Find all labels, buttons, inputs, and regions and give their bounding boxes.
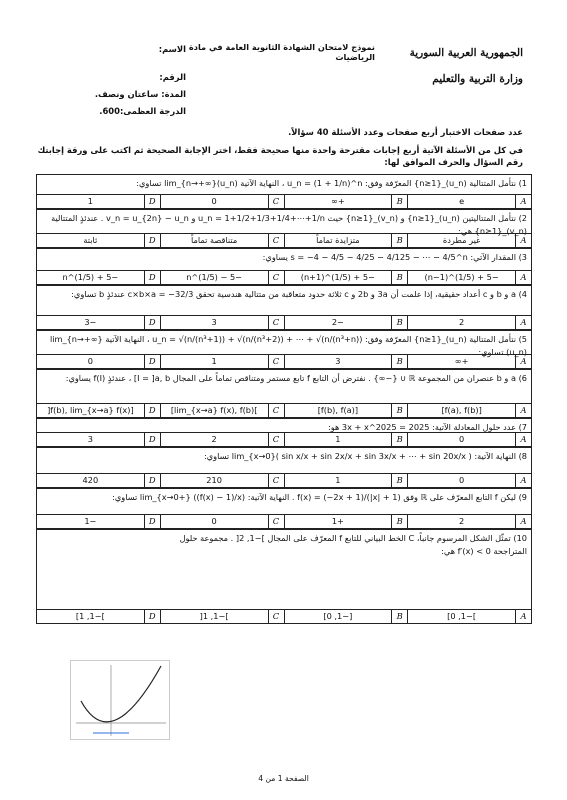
option-letter: A [515, 515, 531, 528]
option-value[interactable]: 0 [87, 356, 93, 366]
option-letter: B [391, 316, 407, 329]
graph-svg [71, 661, 171, 741]
option-letter: A [515, 234, 531, 247]
option-value[interactable]: −2 [284, 316, 392, 329]
options-row-4 [36, 315, 532, 330]
option-value[interactable]: 0 [160, 515, 268, 528]
question-2: 2) نتأمل المتتاليتين (u_n)_{n≥1} و (v_n)_{n≥1} حيث u_n = 1+1/2+1/3+1/4+⋯+1/n و v_n = u_{2n} − u_n . عندئذٍ المتتالية (v_n)_{n≥1} هي: [36, 209, 532, 233]
option-letter: C [268, 515, 284, 528]
option-value[interactable]: 2 [407, 515, 515, 528]
score-field: الدرجة العظمى:600. [99, 106, 186, 116]
option-letter: A [515, 316, 531, 329]
number-field: الرقم: [159, 72, 186, 82]
option-value[interactable]: 3 [160, 316, 268, 329]
option-letter: B [391, 404, 407, 417]
options-row-5 [36, 354, 532, 369]
option-value[interactable]: −1 [84, 516, 97, 526]
option-value[interactable]: ]−1, 0] [407, 610, 515, 623]
option-value[interactable]: ]−1, 1[ [160, 610, 268, 623]
option-letter: B [391, 474, 407, 487]
instructions-line1: عدد صفحات الاختبار أربع صفحات وعدد الأسئلة 40 سؤالاً. [288, 127, 523, 137]
option-letter: D [144, 234, 160, 247]
exam-title: نموذج لامتحان الشهادة الثانوية العامة في مادة الرياضيات [188, 42, 375, 62]
option-value[interactable]: 1 [284, 474, 392, 487]
instructions-line2: في كل من الأسئلة الآتية أربع إجابات مقترحة واحدة منها صحيحة فقط، اختر الإجابة الصحيحة ثم اكتب على ورقة إجابتك رقم السؤال والحرف الموافق لها: [37, 145, 523, 167]
option-letter: B [391, 515, 407, 528]
option-letter: C [268, 433, 284, 446]
options-row-1 [36, 194, 532, 209]
question-9: 9) ليكن f التابع المعرّف على ℝ وفق f(x) = (−2x + 1)/(|x| + 1) . النهاية الآتية: lim_{x→0+} ((f(x) − 1)/x) تساوي: [36, 488, 532, 514]
option-letter: C [268, 271, 284, 284]
option-value[interactable]: [f(a), f(b)] [407, 404, 515, 417]
option-letter: B [391, 610, 407, 623]
function-graph [70, 660, 170, 740]
option-letter: D [144, 474, 160, 487]
question-3: 3) المقدار الآتي: s = −4 − 4/5 − 4/25 − 4/125 − ⋯ − 4/5^n يساوي: [36, 248, 532, 270]
option-value[interactable]: ]lim_{x→a} f(x), f(b)] [160, 404, 268, 417]
option-letter: C [268, 355, 284, 368]
question-5: 5) نتأمل المتتالية (u_n)_{n≥1} المعرّفة وفق: u_n = √(n/(n³+1)) + √(n/(n³+2)) + ⋯ + √(n/(n³+n)) ، النهاية الآتية lim_{n→+∞}(u_n) تساوي: [36, 330, 532, 354]
options-row-9 [36, 514, 532, 529]
option-letter: B [391, 234, 407, 247]
duration-field: المدة: ساعتان ونصف. [94, 89, 186, 99]
instructions [36, 126, 523, 174]
option-letter: D [144, 355, 160, 368]
option-letter: B [391, 355, 407, 368]
options-row-10 [36, 609, 532, 624]
option-letter: D [144, 271, 160, 284]
option-letter: B [391, 433, 407, 446]
option-value[interactable]: غير مطردة [407, 234, 515, 247]
option-value[interactable]: −5 + (1/5)^(n+1) [284, 271, 392, 284]
options-row-7 [36, 432, 532, 447]
curve-c [81, 666, 161, 722]
options-row-3 [36, 270, 532, 285]
option-value[interactable]: 210 [160, 474, 268, 487]
option-value[interactable]: متزايدة تماماً [284, 234, 392, 247]
ministry: وزارة التربية والتعليم [432, 73, 523, 85]
option-value[interactable]: 420 [82, 475, 99, 485]
option-letter: C [268, 316, 284, 329]
option-value[interactable]: −5 − (1/5)^n [160, 271, 268, 284]
option-value[interactable]: [f(b), f(a)] [284, 404, 392, 417]
option-value[interactable]: 2 [160, 433, 268, 446]
option-letter: D [144, 195, 160, 208]
option-letter: A [515, 195, 531, 208]
option-letter: D [144, 515, 160, 528]
option-letter: D [144, 610, 160, 623]
options-row-2 [36, 233, 532, 248]
option-value[interactable]: 2 [407, 316, 515, 329]
option-letter: C [268, 195, 284, 208]
option-value[interactable]: ]−1, 1] [75, 611, 105, 621]
option-letter: A [515, 404, 531, 417]
name-field: الاسم: [158, 44, 186, 54]
country-title: الجمهورية العربية السورية [409, 47, 523, 59]
question-8: 8) النهاية الآتية: lim_{x→0}( sin x/x + sin 2x/x + sin 3x/x + ⋯ + sin 20x/x ) تساوي: [36, 447, 532, 473]
options-row-8 [36, 473, 532, 488]
option-value[interactable]: [f(b), lim_{x→a} f(x)[ [47, 405, 134, 415]
options-row-6 [36, 403, 532, 418]
option-value[interactable]: 1 [87, 196, 93, 206]
option-letter: C [268, 404, 284, 417]
question-6: 6) a و b عنصران من المجموعة ℝ ∪ {−∞} . نفترض أن التابع f تابع مستمر ومتناقص تماماً على المجال I = ]a, b] ، عندئذٍ f(I) يساوي: [36, 369, 532, 403]
option-letter: B [391, 195, 407, 208]
option-value[interactable]: −3 [84, 317, 97, 327]
question-7: 7) عدد حلول المعادلة الآتية: 2025 = 3x + x^2025 هو: [36, 418, 532, 432]
option-value[interactable]: −5 + (1/5)^(n−1) [407, 271, 515, 284]
question-1: 1) نتأمل المتتالية (u_n)_{n≥1} المعرّفة وفق: u_n = (1 + 1/n)^n ، النهاية الآتية lim_{n→+∞}(u_n) تساوي: [36, 174, 532, 194]
option-letter: A [515, 355, 531, 368]
page-footer: الصفحة 1 من 4 [258, 774, 309, 783]
option-letter: B [391, 271, 407, 284]
option-value[interactable]: 0 [407, 474, 515, 487]
option-letter: C [268, 474, 284, 487]
option-value[interactable]: −5 + (1/5)^n [62, 272, 119, 282]
option-value[interactable]: 1 [160, 355, 268, 368]
header-left [36, 42, 186, 121]
option-letter: A [515, 271, 531, 284]
option-value[interactable]: +1 [284, 515, 392, 528]
option-letter: D [144, 316, 160, 329]
option-value[interactable]: 1 [284, 433, 392, 446]
option-letter: C [268, 610, 284, 623]
option-value[interactable]: 0 [160, 195, 268, 208]
option-letter: A [515, 610, 531, 623]
question-10: 10) تمثّل الشكل المرسوم جانباً، C الخط البياني للتابع f المعرّف على المجال ]−1, 2[ . مجموعة حلول المتراجحة f′(x) < 0 هي: [36, 529, 532, 609]
option-value[interactable]: +∞ [407, 355, 515, 368]
option-value[interactable]: [−1, 0] [284, 610, 392, 623]
option-value[interactable]: متناقصة تماماً [160, 234, 268, 247]
option-value[interactable]: ثابتة [83, 235, 98, 245]
question-4: 4) a و b و c أعداد حقيقية، إذا علمت أن 3a و 2b و c ثلاثة حدود متعاقبة من متتالية هندسية تحقق c×b×a = −32/3 عندئذٍ b تساوي: [36, 285, 532, 315]
option-value[interactable]: +∞ [284, 195, 392, 208]
option-letter: A [515, 433, 531, 446]
option-letter: D [144, 404, 160, 417]
option-letter: A [515, 474, 531, 487]
option-value[interactable]: 3 [87, 434, 93, 444]
option-value[interactable]: 0 [407, 433, 515, 446]
option-letter: C [268, 234, 284, 247]
option-value[interactable]: 3 [284, 355, 392, 368]
option-value[interactable]: e [407, 195, 515, 208]
option-letter: D [144, 433, 160, 446]
